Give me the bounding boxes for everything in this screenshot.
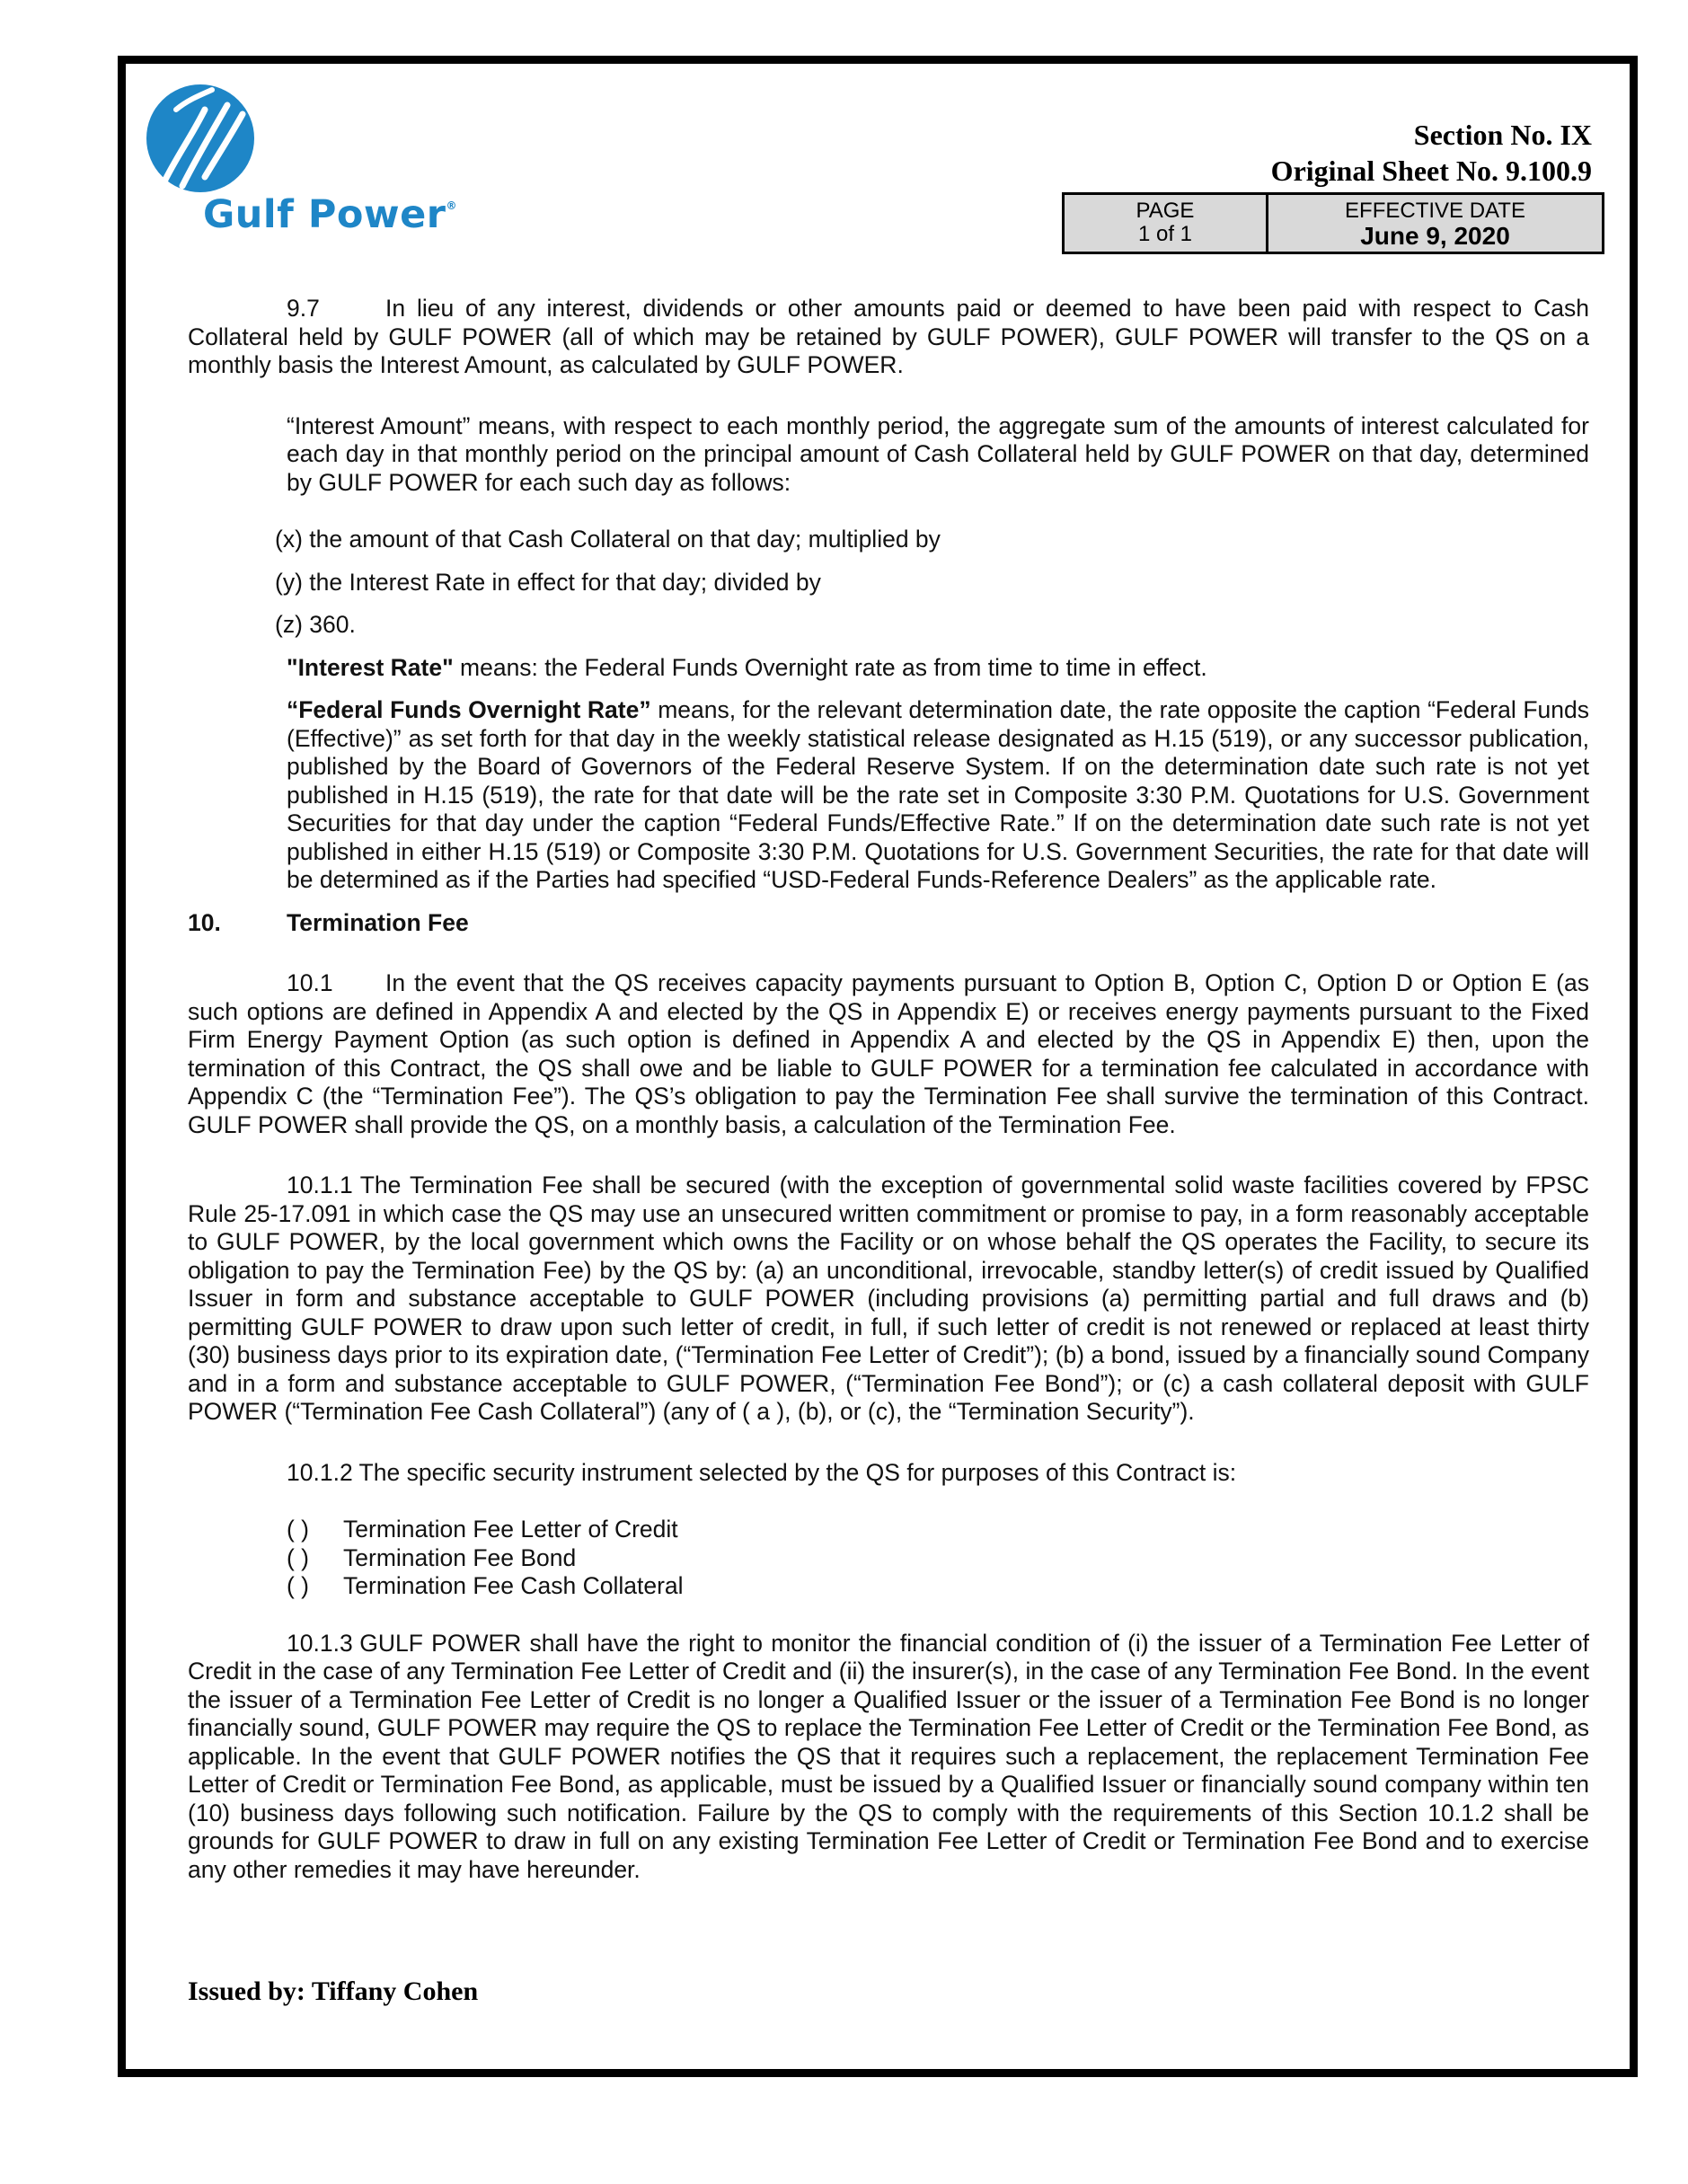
paragraph-10-1-1: 10.1.1 The Termination Fee shall be secured (with the exception of governmental solid waste facilities covered by FPSC Rule 25-17.091 in which case the QS may use an unsecured written commitment or promise to pay, in a form reasonably acceptable to GULF POWER, by the local government which owns the Facility or on whose behalf the QS operates the Facility, to secure its obligation to pay the Termination Fee) by the QS by: (a) an unconditional, irrevocable, standby letter(s) of credit issued by Qualified Issuer in form and substance acceptable to GULF POWER (including provisions (a) permitting partial and full draws and (b) permitting GULF POWER to draw upon such letter of credit, in full, if such letter of credit is not renewed or replaced at least thirty (30) business days prior to its expiration date, (“Termination Fee Letter of Credit”); (b) a bond, issued by a financially sound Company and in a form and substance acceptable to GULF POWER, (“Termination Fee Bond”); or (c) a cash collateral deposit with GULF POWER (“Termination Fee Cash Collateral”) (any of ( a ), (b), or (c), the “Termination Security”). [188, 1172, 1589, 1425]
effective-date-label: EFFECTIVE DATE [1345, 199, 1525, 223]
section-number: Section No. IX [1413, 119, 1592, 151]
option-cash-collateral: ( ) Termination Fee Cash Collateral [287, 1572, 684, 1599]
page-value: 1 of 1 [1137, 222, 1193, 246]
option-letter-of-credit: ( ) Termination Fee Letter of Credit [287, 1516, 678, 1543]
effective-date-value: June 9, 2020 [1360, 222, 1510, 250]
formula-y: (y) the Interest Rate in effect for that day; divided by [275, 568, 821, 596]
formula-x: (x) the amount of that Cash Collateral on that day; multiplied by [275, 526, 941, 553]
section-10-heading: 10. Termination Fee [188, 908, 469, 936]
effective-date-box [1266, 192, 1604, 254]
checkbox-blank[interactable]: ( ) [287, 1572, 310, 1599]
paragraph-10-1-3: 10.1.3 GULF POWER shall have the right to monitor the financial condition of (i) the issuer of a Termination Fee Letter of Credit in the case of any Termination Fee Letter of Credit and (ii) the insurer(s), in the case of any Termination Fee Bond. In the event the issuer of a Termination Fee Letter of Credit is no longer a Qualified Issuer or the issuer of a Termination Fee Bond is no longer financially sound, GULF POWER may require the QS to replace the Termination Fee Letter of Credit or the Termination Fee Bond, as applicable. In the event that GULF POWER notifies the QS that it requires such a replacement, the replacement Termination Fee Letter of Credit or Termination Fee Bond, as applicable, must be issued by a Qualified Issuer or financially sound company within ten (10) business days following such notification. Failure by the QS to comply with the requirements of this Section 10.1.2 shall be grounds for GULF POWER to draw in full on any existing Termination Fee Letter of Credit or Termination Fee Bond and to exercise any other remedies it may have hereunder. [188, 1629, 1589, 1883]
option-bond: ( ) Termination Fee Bond [287, 1543, 577, 1571]
checkbox-blank[interactable]: ( ) [287, 1516, 310, 1543]
paragraph-9-7: 9.7 In lieu of any interest, dividends or other amounts paid or deemed to have been paid with respect to Cash Collateral held by GULF POWER (all of which may be retained by GULF POWER), GULF POWER will transfer to the QS on a monthly basis the Interest Amount, as calculated by GULF POWER. [188, 295, 1589, 378]
paragraph-10-1: 10.1 In the event that the QS receives capacity payments pursuant to Option B, Option C, Option D or Option E (as such options are defined in Appendix A and elected by the QS in Appendix E) or receives energy payments pursuant to the Fixed Firm Energy Payment Option (as such option is defined in Appendix A and elected by the QS in Appendix E) then, upon the termination of this Contract, the QS shall owe and be liable to GULF POWER for a termination fee calculated in accordance with Appendix C (the “Termination Fee”). The QS’s obligation to pay the Termination Fee shall survive the termination of this Contract. GULF POWER shall provide the QS, on a monthly basis, a calculation of the Termination Fee. [188, 969, 1589, 1138]
paragraph-number: 10.1.1 [287, 1172, 353, 1198]
paragraph-number: 10.1.3 [287, 1629, 353, 1657]
page-label: PAGE [1136, 199, 1195, 223]
federal-funds-rate-definition: “Federal Funds Overnight Rate” means, for the relevant determination date, the rate opposite the caption “Federal Funds (Effective)” as set forth for that day in the weekly statistical release designated as H.15 (519), or any successor publication, published by the Board of Governors of the Federal Reserve System. If on the determination date such rate is not yet published in H.15 (519), the rate for that date will be the rate set in Composite 3:30 P.M. Quotations for U.S. Government Securities for that day under the caption “Federal Funds/Effective Rate.” If on the determination date such rate is not yet published in either H.15 (519) or Composite 3:30 P.M. Quotations for U.S. Government Securities, the rate for that date will be determined as if the Parties had specified “USD-Federal Funds-Reference Dealers” as the applicable rate. [287, 696, 1589, 893]
interest-amount-definition: “Interest Amount” means, with respect to each monthly period, the aggregate sum of the amounts of interest calculated for each day in that monthly period on the principal amount of Cash Collateral held by GULF POWER on that day, determined by GULF POWER for each such day as follows: [287, 411, 1589, 496]
paragraph-10-1-2: 10.1.2 The specific security instrument selected by the QS for purposes of this Contract is: [287, 1458, 1237, 1486]
paragraph-number: 10.1 [287, 969, 333, 996]
sheet-number: Original Sheet No. 9.100.9 [1270, 155, 1592, 187]
formula-z: (z) 360. [275, 611, 356, 638]
page-box [1062, 192, 1268, 254]
issued-by: Issued by: Tiffany Cohen [188, 1976, 479, 2006]
paragraph-number: 9.7 [287, 295, 320, 322]
company-name: Gulf Power® [203, 192, 457, 237]
checkbox-blank[interactable]: ( ) [287, 1543, 310, 1571]
document-body [188, 295, 1589, 1884]
interest-rate-definition: "Interest Rate" means: the Federal Funds Overnight rate as from time to time in effect. [287, 653, 1207, 681]
